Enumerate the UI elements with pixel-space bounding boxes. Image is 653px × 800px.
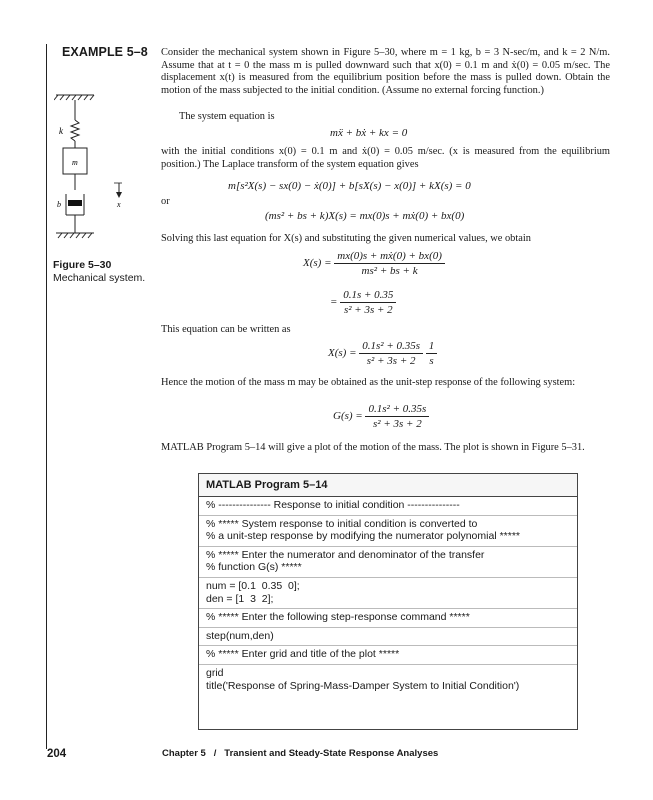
- equation-4-fraction: [334, 250, 445, 277]
- equation-4-lhs: X(s) =: [303, 257, 332, 270]
- paragraph-system-eq-intro: The system equation is: [179, 111, 275, 122]
- label-x: x: [117, 200, 121, 209]
- damper-piston: [68, 200, 82, 206]
- equation-7-lhs: G(s) =: [333, 410, 363, 423]
- figure-caption-title: Figure 5–30: [53, 259, 112, 271]
- equation-6-step-denominator: s: [429, 355, 434, 367]
- x-arrow-icon: [116, 192, 122, 198]
- equation-1: mẍ + bẋ + kx = 0: [330, 127, 408, 139]
- text-or: or: [161, 196, 170, 207]
- equation-7: [333, 403, 429, 430]
- equation-5-numerator: 0.1s + 0.35: [340, 289, 396, 303]
- figure-caption-text: Mechanical system.: [53, 272, 146, 284]
- matlab-code: [199, 497, 577, 695]
- equation-6-denominator: s² + 3s + 2: [366, 355, 416, 367]
- margin-rule: [46, 44, 47, 749]
- mechanical-system-figure: [54, 90, 134, 250]
- equation-3: (ms² + bs + k)X(s) = mx(0)s + mẋ(0) + bx(0): [265, 210, 465, 222]
- paragraph-solving: Solving this last equation for X(s) and substituting the given numerical values, we obtain: [161, 233, 531, 244]
- equation-5-denominator: s² + 3s + 2: [343, 304, 393, 316]
- label-b: b: [57, 200, 61, 209]
- code-block: % ***** Enter the following step-response command *****: [199, 609, 577, 628]
- equation-6-numerator: 0.1s² + 0.35s: [359, 340, 423, 354]
- paragraph-written-as: This equation can be written as: [161, 324, 291, 335]
- paragraph-unit-step: Hence the motion of the mass m may be obtained as the unit-step response of the following system:: [161, 377, 576, 388]
- equation-7-fraction: [365, 403, 429, 430]
- matlab-program-box: [198, 473, 578, 730]
- code-block: step(num,den): [199, 628, 577, 647]
- equation-7-numerator: 0.1s² + 0.35s: [365, 403, 429, 417]
- equation-5-lhs: =: [330, 296, 338, 309]
- example-label: EXAMPLE 5–8: [62, 45, 148, 59]
- equation-6: [328, 340, 437, 367]
- equation-6-lhs: X(s) =: [328, 347, 357, 360]
- matlab-program-title: MATLAB Program 5–14: [199, 474, 577, 497]
- equation-5: [330, 289, 396, 316]
- equation-6-step-numerator: 1: [426, 340, 438, 354]
- code-block: % ***** Enter grid and title of the plot *****: [199, 646, 577, 665]
- equation-7-denominator: s² + 3s + 2: [373, 418, 422, 430]
- equation-6-fraction: [359, 340, 423, 367]
- equation-4-numerator: mx(0)s + mẋ(0) + bx(0): [334, 250, 445, 264]
- equation-4-denominator: ms² + bs + k: [361, 265, 418, 277]
- equation-5-fraction: [340, 289, 396, 316]
- code-block: num = [0.1 0.35 0]; den = [1 3 2];: [199, 578, 577, 609]
- equation-2: m[s²X(s) − sx(0) − ẋ(0)] + b[sX(s) − x(0)] + kX(s) = 0: [228, 180, 471, 192]
- page-number: 204: [47, 748, 67, 760]
- paragraph-initial-conditions: with the initial conditions x(0) = 0.1 m and ẋ(0) = 0.05 m/sec. (x is measured from the equilibrium position.) The Laplace transform of the system equation gives: [161, 146, 610, 170]
- equation-6-step-fraction: [426, 340, 438, 367]
- chapter-running-head: Chapter 5 / Transient and Steady-State Response Analyses: [162, 748, 439, 759]
- label-m: m: [72, 158, 78, 167]
- code-block: % ***** System response to initial condition is converted to % a unit-step response by modifying the numerator polynomial *****: [199, 516, 577, 547]
- code-block: % --------------- Response to initial condition ---------------: [199, 497, 577, 516]
- paragraph-matlab-intro: MATLAB Program 5–14 will give a plot of the motion of the mass. The plot is shown in Figure 5–31.: [161, 442, 585, 453]
- label-k: k: [59, 126, 63, 136]
- equation-4: [303, 250, 445, 277]
- paragraph-problem: Consider the mechanical system shown in Figure 5–30, where m = 1 kg, b = 3 N-sec/m, and k = 2 N/m. Assume that at t = 0 the mass m is pulled downward such that x(0) = 0.1 m and ẋ(0) = 0.05 m/sec. The displacement x(t) is measured from the equilibrium position before the mass is pulled down. Obtain the motion of the mass subjected to the initial condition. (Assume no external forcing function.): [161, 47, 610, 96]
- code-block: grid title('Response of Spring-Mass-Damper System to Initial Condition'): [206, 666, 520, 692]
- code-block: % ***** Enter the numerator and denominator of the transfer % function G(s) *****: [199, 547, 577, 578]
- figure-caption: [53, 259, 145, 285]
